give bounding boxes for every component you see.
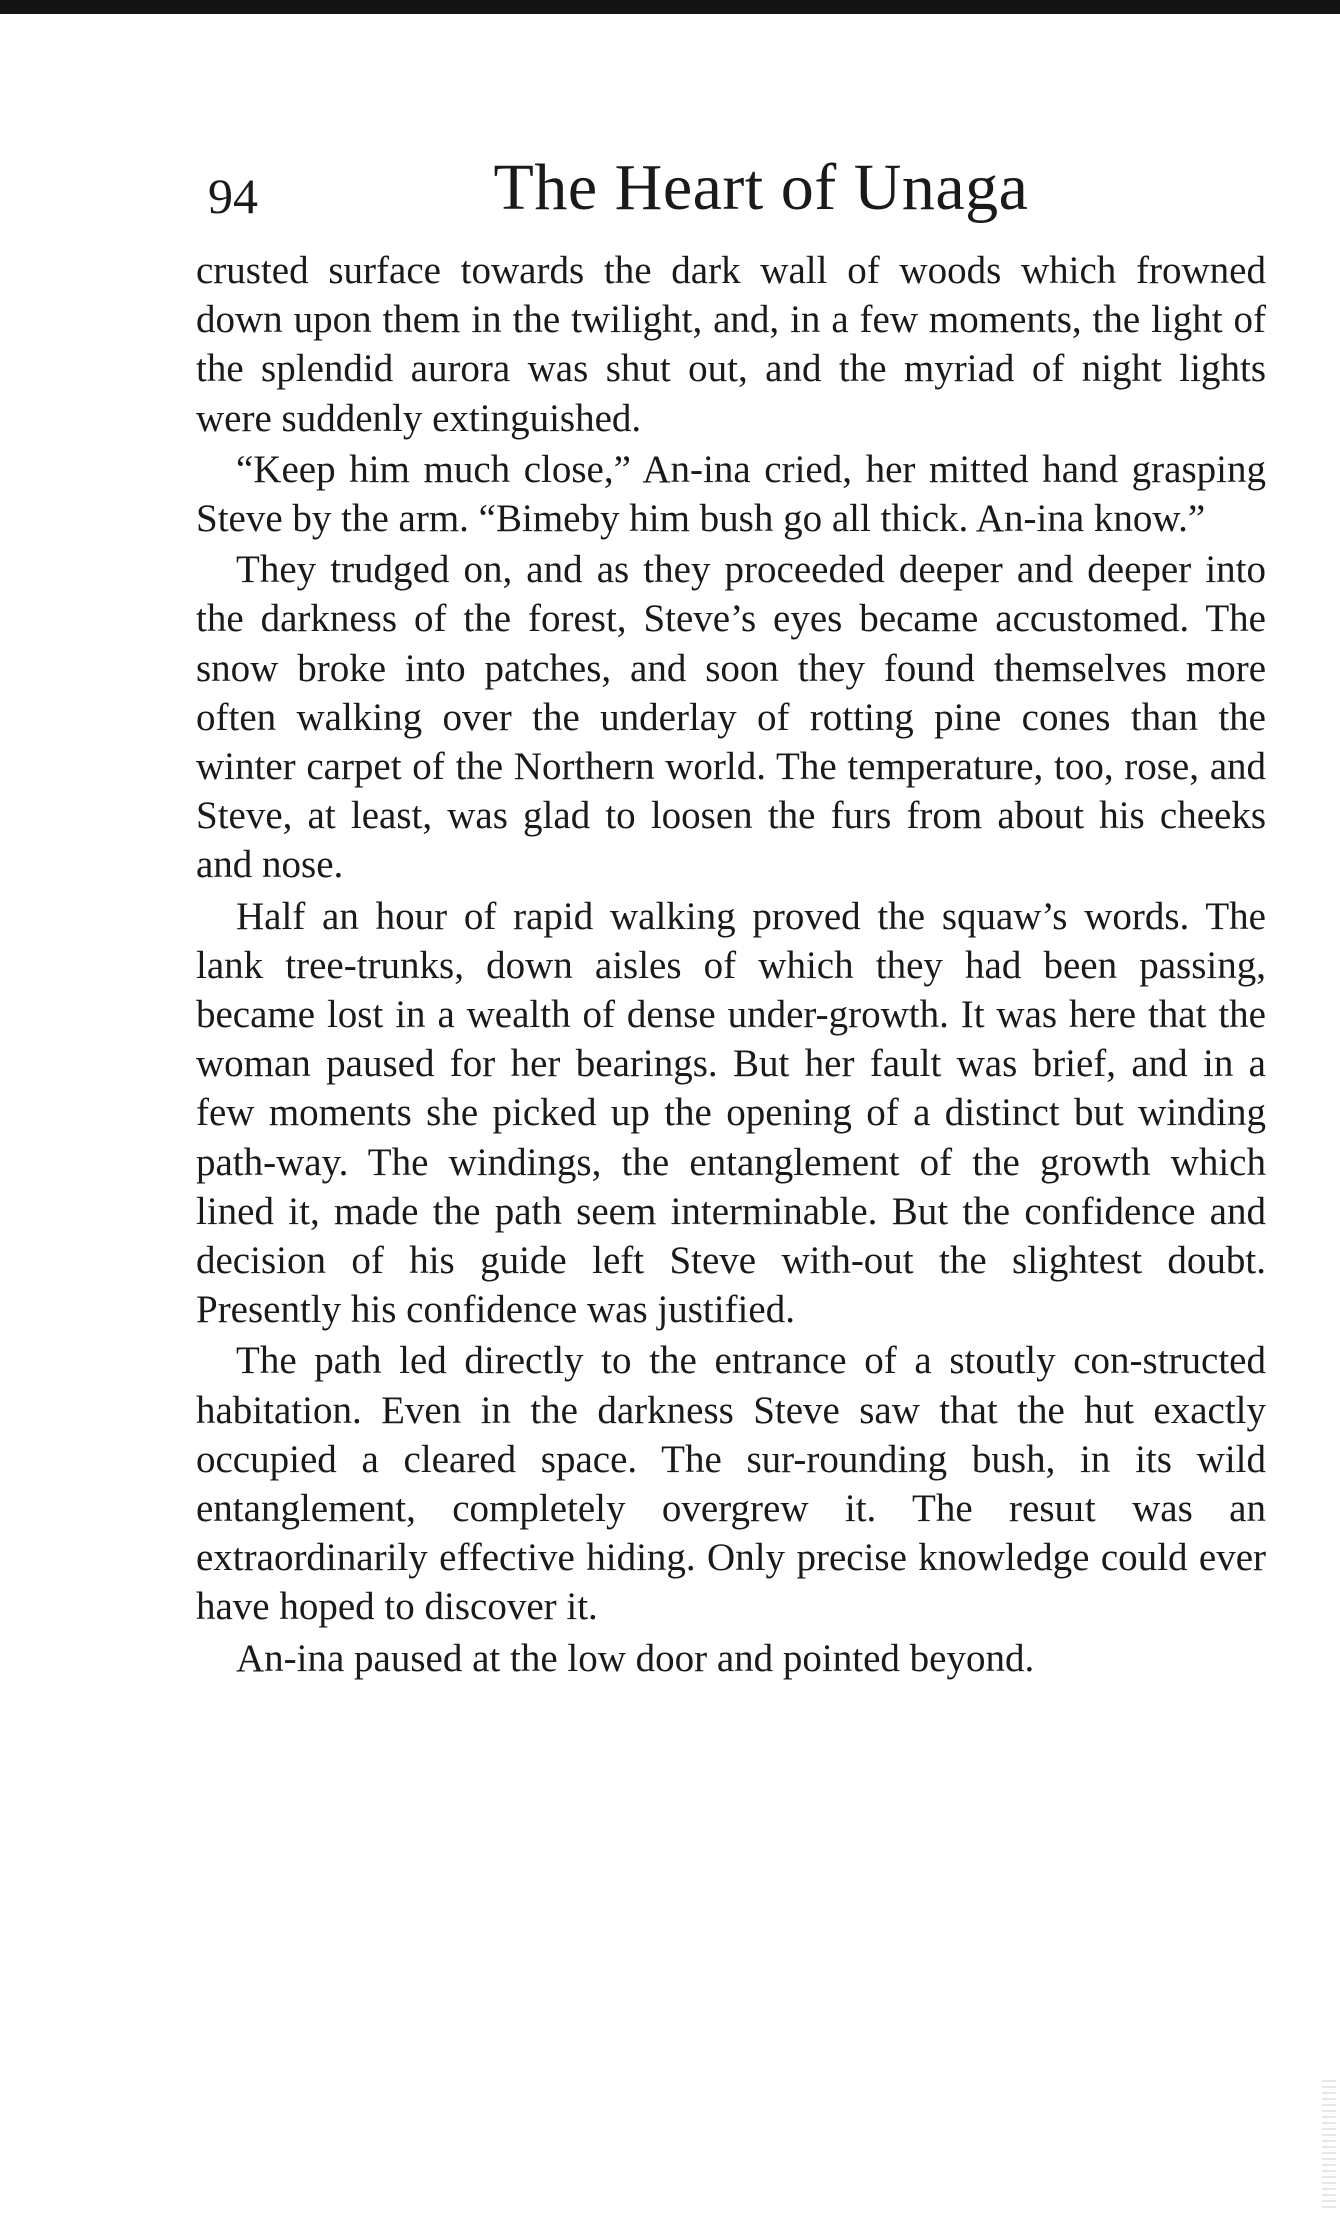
paragraph-1: crusted surface towards the dark wall of woods which frowned down upon them in the twilight, and, in a few moments, the light of the splendid aurora was shut out, and the myriad of night lights were suddenly extinguished.	[196, 249, 1266, 440]
book-page	[196, 150, 1266, 1683]
body-text	[196, 246, 1266, 1683]
paragraph-3: They trudged on, and as they proceeded deeper and deeper into the darkness of the forest, Steve’s eyes became accustomed. The snow broke into patches, and soon they found themselves more often walking over the underlay of rotting pine cones than the winter carpet of the Northern world. The temperature, too, rose, and Steve, at least, was glad to loosen the furs from about his cheeks and nose.	[196, 548, 1266, 887]
running-head	[196, 150, 1266, 230]
top-border	[0, 0, 1340, 14]
paragraph-5: The path led directly to the entrance of a stoutly con-structed habitation. Even in the darkness Steve saw that the hut exactly occupied a cleared space. The sur-rounding bush, in its wild entanglement, completely overgrew it. The resuıt was an extraordinarily effective hiding. Only precise knowledge could ever have hoped to discover it.	[196, 1339, 1266, 1629]
page-number: 94	[208, 168, 258, 224]
paragraph-6: An-ina paused at the low door and pointed beyond.	[236, 1636, 1035, 1680]
book-title: The Heart of Unaga	[493, 151, 1029, 224]
page-edge-speckle	[1322, 2080, 1336, 2210]
paragraph-2: “Keep him much close,” An-ina cried, her mitted hand grasping Steve by the arm. “Bimeby him bush go all thick. An-ina know.”	[196, 447, 1266, 541]
paragraph-4: Half an hour of rapid walking proved the squaw’s words. The lank tree-trunks, down aisles of which they had been passing, became lost in a wealth of dense under-growth. It was here that the woman paused for her bearings. But her fault was brief, and in a few moments she picked up the opening of a distinct but winding path-way. The windings, the entanglement of the growth which lined it, made the path seem interminable. But the confidence and decision of his guide left Steve with-out the slightest doubt. Presently his confidence was justified.	[196, 894, 1266, 1332]
